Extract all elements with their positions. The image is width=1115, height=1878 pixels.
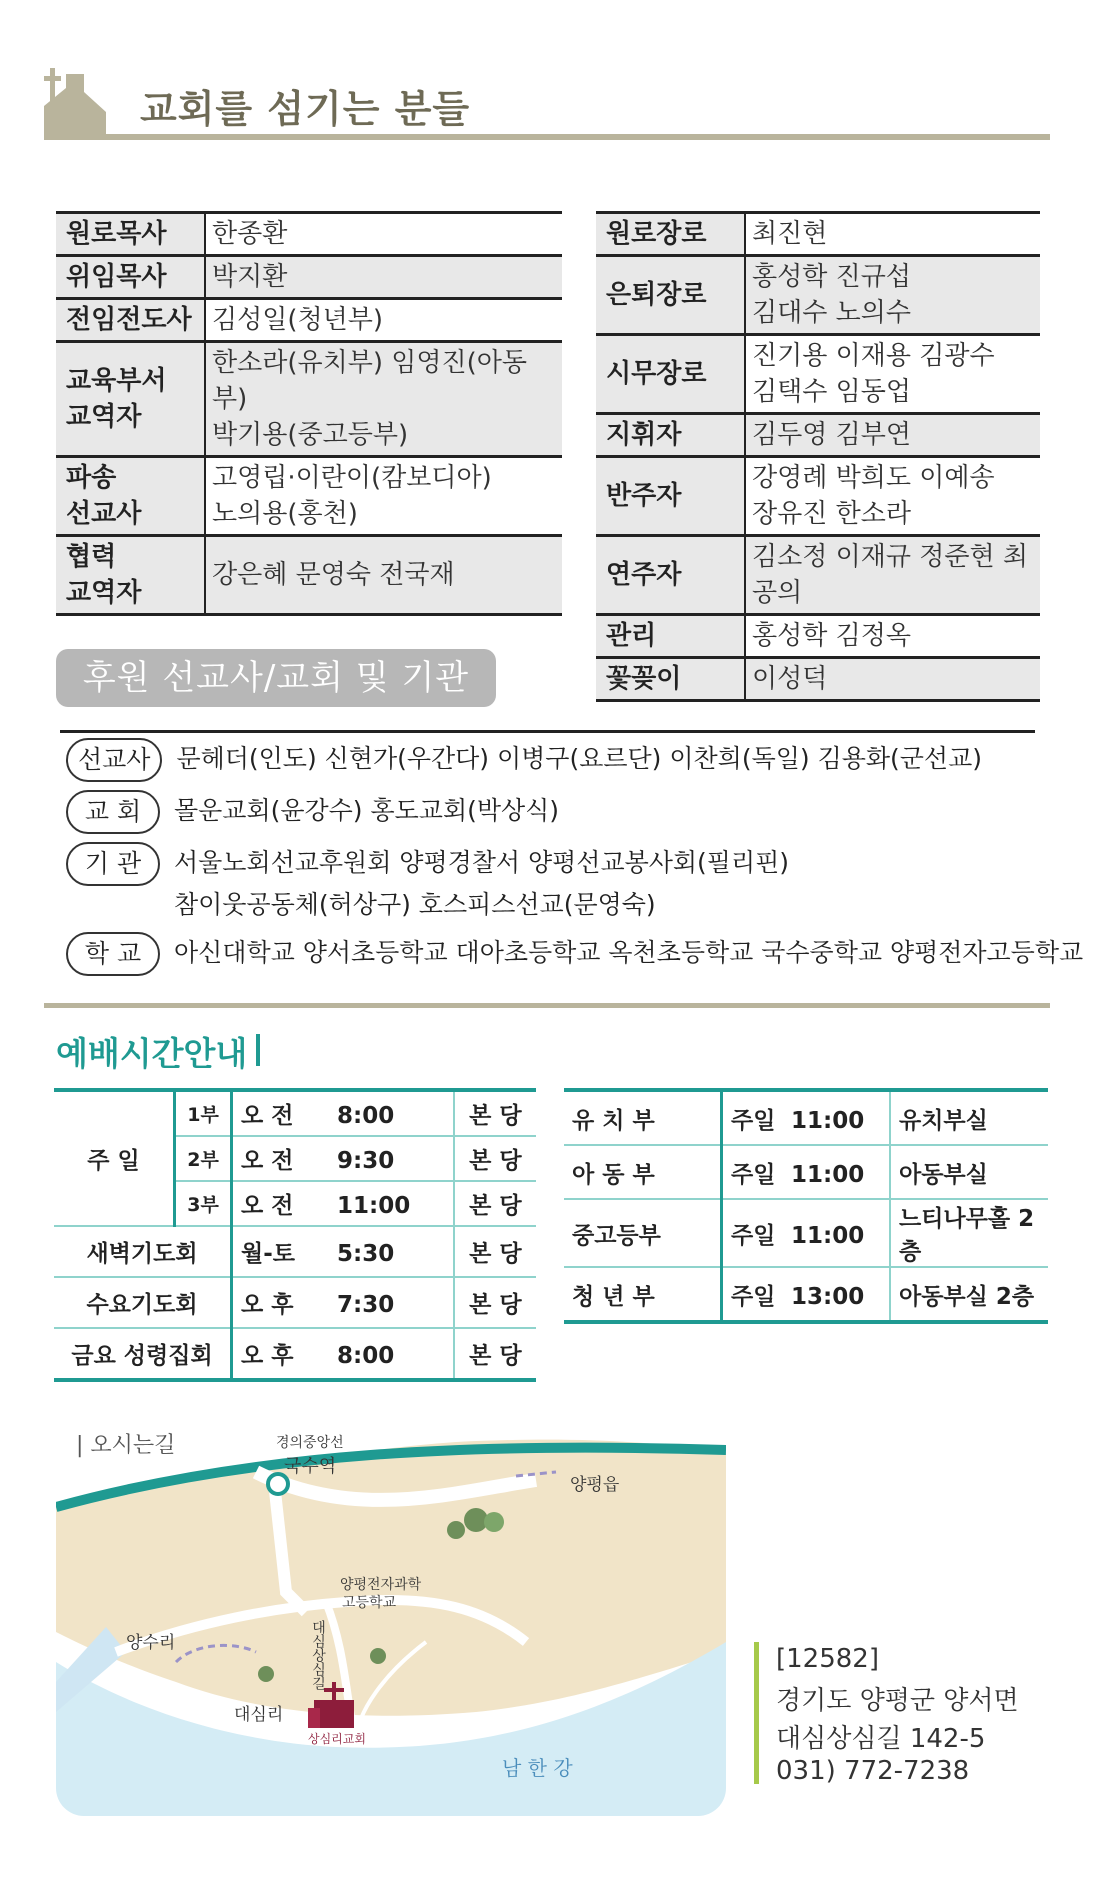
names-line: 한종환 — [212, 219, 288, 249]
names-line: 박지환 — [212, 262, 288, 292]
role-label-line: 관리 — [606, 621, 657, 651]
role-label-line: 시무장로 — [606, 359, 707, 389]
names-line: 강은혜 문영숙 전국재 — [212, 560, 455, 590]
department-day: 주일 — [731, 1107, 776, 1134]
worship-table-main — [54, 1088, 536, 1382]
service-ampm: 오 후 — [241, 1292, 294, 1318]
support-line: 참이웃공동체(허상구) 호스피스선교(문영숙) — [174, 890, 656, 919]
role-label-line: 반주자 — [606, 481, 682, 511]
category-label: 학 교 — [66, 932, 160, 976]
names-line: 김택수 임동업 — [752, 377, 911, 407]
service-place: 본 당 — [454, 1090, 536, 1136]
service-place: 본 당 — [454, 1181, 536, 1226]
category-label: 교 회 — [66, 790, 160, 834]
service-name: 새벽기도회 — [54, 1226, 232, 1277]
role-label-line: 원로장로 — [606, 219, 707, 249]
role-label — [56, 256, 205, 299]
address-line2: 대심상심길 142-5 — [776, 1724, 986, 1754]
names — [745, 615, 1040, 658]
department-name: 청 년 부 — [564, 1267, 722, 1322]
town-label-yangpyeong: 양평읍 — [570, 1475, 620, 1495]
names — [745, 335, 1040, 414]
department-name: 아 동 부 — [564, 1145, 722, 1199]
service-clock: 8:00 — [337, 1343, 395, 1369]
role-label — [56, 457, 205, 536]
department-clock: 11:00 — [791, 1107, 865, 1134]
names-line: 한소라(유치부) 임영진(아동부) — [212, 348, 527, 414]
page-title: 교회를 섬기는 분들 — [140, 87, 471, 131]
role-label — [56, 342, 205, 457]
role-label — [596, 457, 745, 536]
names — [745, 414, 1040, 457]
support-row — [66, 842, 789, 926]
names-line: 이성덕 — [752, 664, 828, 694]
names-line: 김대수 노의수 — [752, 298, 911, 328]
names — [745, 213, 1040, 256]
role-label — [596, 213, 745, 256]
worship-row — [54, 1277, 536, 1328]
names-line: 장유진 한소라 — [752, 499, 911, 529]
map — [56, 1412, 726, 1816]
role-label — [596, 615, 745, 658]
names — [205, 299, 562, 342]
names — [745, 457, 1040, 536]
role-label — [596, 536, 745, 615]
worship-title: 예배시간안내 — [56, 1034, 248, 1073]
role-label — [596, 414, 745, 457]
role-label-line: 전임전도사 — [66, 305, 192, 335]
names — [205, 256, 562, 299]
service-place: 본 당 — [454, 1328, 536, 1380]
department-clock: 11:00 — [791, 1222, 865, 1249]
role-label-line: 위임목사 — [66, 262, 167, 292]
department-day: 주일 — [731, 1222, 776, 1249]
service-ampm: 오 전 — [241, 1148, 294, 1174]
department-name: 유 치 부 — [564, 1090, 722, 1145]
road-label: 대심상심길 — [310, 1620, 326, 1690]
address-bar — [754, 1642, 759, 1784]
role-label — [596, 335, 745, 414]
names-line: 박기용(중고등부) — [212, 420, 409, 450]
names-line: 홍성학 진규섭 — [752, 262, 911, 292]
service-time — [232, 1090, 454, 1136]
leaders-table-left — [56, 211, 562, 616]
service-clock: 7:30 — [337, 1292, 395, 1318]
leader-row — [56, 213, 562, 256]
service-time — [232, 1136, 454, 1181]
department-place: 아동부실 — [890, 1145, 1048, 1199]
department-row — [564, 1145, 1048, 1199]
service-part: 2부 — [175, 1136, 232, 1181]
leader-row — [596, 615, 1040, 658]
department-time — [722, 1199, 891, 1267]
department-place: 유치부실 — [890, 1090, 1048, 1145]
names-line: 김두영 김부연 — [752, 420, 911, 450]
role-label — [56, 213, 205, 256]
department-row — [564, 1090, 1048, 1145]
role-label-line: 은퇴장로 — [606, 280, 707, 310]
service-place: 본 당 — [454, 1136, 536, 1181]
service-clock: 9:30 — [337, 1148, 395, 1174]
role-label — [596, 658, 745, 701]
leader-row — [56, 536, 562, 615]
service-time — [232, 1277, 454, 1328]
address-phone: 031) 772-7238 — [776, 1756, 970, 1786]
names-line: 홍성학 김정옥 — [752, 621, 911, 651]
header-divider — [44, 134, 1050, 140]
department-clock: 11:00 — [791, 1161, 865, 1188]
role-label — [596, 256, 745, 335]
department-time — [722, 1267, 891, 1322]
names — [205, 536, 562, 615]
service-part: 1부 — [175, 1090, 232, 1136]
service-time — [232, 1181, 454, 1226]
line-label: 경의중앙선 — [276, 1435, 344, 1451]
leaders-table-right — [596, 211, 1040, 702]
department-day: 주일 — [731, 1283, 776, 1310]
support-line: 아신대학교 양서초등학교 대아초등학교 옥천초등학교 국수중학교 양평전자고등학교 — [174, 938, 1084, 967]
support-line: 서울노회선교후원회 양평경찰서 양평선교봉사회(필리핀) — [174, 848, 790, 877]
role-label-line: 지휘자 — [606, 420, 682, 450]
support-names — [174, 790, 559, 832]
support-names — [176, 738, 982, 780]
title-bar — [256, 1034, 260, 1066]
department-row — [564, 1267, 1048, 1322]
department-clock: 13:00 — [791, 1283, 865, 1310]
service-place: 본 당 — [454, 1226, 536, 1277]
service-part: 3부 — [175, 1181, 232, 1226]
role-label-line: 꽃꽂이 — [606, 664, 682, 694]
leader-row — [596, 335, 1040, 414]
worship-row — [54, 1226, 536, 1277]
support-banner: 후원 선교사/교회 및 기관 — [56, 649, 496, 707]
names — [745, 536, 1040, 615]
station-label: 국수역 — [284, 1456, 337, 1477]
role-label-line: 원로목사 — [66, 219, 167, 249]
department-row — [564, 1199, 1048, 1267]
leader-row — [56, 256, 562, 299]
leader-row — [596, 457, 1040, 536]
names-line: 김소정 이재규 정준현 최공의 — [752, 542, 1028, 608]
leader-row — [596, 536, 1040, 615]
service-time — [232, 1328, 454, 1380]
role-label — [56, 299, 205, 342]
service-name: 주 일 — [54, 1090, 175, 1226]
service-ampm: 오 전 — [241, 1103, 294, 1129]
service-ampm: 오 전 — [241, 1193, 294, 1219]
worship-row — [54, 1090, 536, 1136]
names-line: 노의용(홍천) — [212, 499, 358, 529]
service-ampm: 월-토 — [241, 1241, 296, 1267]
names-line: 진기용 이재용 김광수 — [752, 341, 995, 371]
role-label-line: 교역자 — [66, 578, 142, 608]
support-line: 몰운교회(윤강수) 홍도교회(박상식) — [174, 796, 560, 825]
leader-row — [596, 213, 1040, 256]
leader-row — [56, 342, 562, 457]
leader-row — [56, 299, 562, 342]
service-clock: 5:30 — [337, 1241, 395, 1267]
leader-row — [56, 457, 562, 536]
support-row — [66, 738, 982, 782]
service-clock: 8:00 — [337, 1103, 395, 1129]
section-divider — [44, 1003, 1050, 1008]
department-name: 중고등부 — [564, 1199, 722, 1267]
service-ampm: 오 후 — [241, 1343, 294, 1369]
names — [205, 213, 562, 256]
address-zip: [12582] — [776, 1644, 879, 1674]
role-label — [56, 536, 205, 615]
role-label-line: 교역자 — [66, 402, 142, 432]
department-day: 주일 — [731, 1161, 776, 1188]
department-place: 아동부실 2층 — [890, 1267, 1048, 1322]
river-label: 남 한 강 — [502, 1756, 573, 1780]
role-label-line: 교육부서 — [66, 366, 167, 396]
names — [745, 256, 1040, 335]
map-title: | 오시는길 — [76, 1433, 176, 1458]
church-icon — [44, 62, 116, 140]
service-name: 금요 성령집회 — [54, 1328, 232, 1380]
role-label-line: 선교사 — [66, 499, 142, 529]
category-label: 기 관 — [66, 842, 160, 886]
service-clock: 11:00 — [337, 1193, 411, 1219]
role-label-line: 연주자 — [606, 560, 682, 590]
names — [745, 658, 1040, 701]
service-place: 본 당 — [454, 1277, 536, 1328]
school-label: 양평전자과학 — [340, 1577, 422, 1593]
category-label: 선교사 — [66, 738, 162, 782]
names-line: 김성일(청년부) — [212, 305, 383, 335]
support-line: 문헤더(인도) 신현가(우간다) 이병구(요르단) 이찬희(독일) 김용화(군선교) — [176, 744, 982, 773]
address-line1: 경기도 양평군 양서면 — [776, 1686, 1019, 1716]
support-names — [174, 932, 1083, 974]
church-label: 상심리교회 — [308, 1732, 366, 1746]
village-label: 대심리 — [234, 1705, 284, 1725]
service-name: 수요기도회 — [54, 1277, 232, 1328]
department-time — [722, 1145, 891, 1199]
worship-row — [54, 1328, 536, 1380]
names-line: 고영립·이란이(캄보디아) — [212, 463, 492, 493]
names — [205, 457, 562, 536]
service-time — [232, 1226, 454, 1277]
school-label-2: 고등학교 — [342, 1595, 397, 1611]
leader-row — [596, 256, 1040, 335]
support-row — [66, 932, 1083, 976]
leader-row — [596, 658, 1040, 701]
worship-table-departments — [564, 1088, 1048, 1324]
support-names — [174, 842, 789, 926]
department-place: 느티나무홀 2층 — [890, 1199, 1048, 1267]
names-line: 최진현 — [752, 219, 828, 249]
names-line: 강영례 박희도 이예송 — [752, 463, 995, 493]
role-label-line: 협력 — [66, 542, 117, 572]
leader-row — [596, 414, 1040, 457]
support-divider — [60, 730, 1035, 733]
town-label-yangsuri: 양수리 — [126, 1633, 176, 1653]
support-row — [66, 790, 559, 834]
names — [205, 342, 562, 457]
department-time — [722, 1090, 891, 1145]
role-label-line: 파송 — [66, 463, 117, 493]
